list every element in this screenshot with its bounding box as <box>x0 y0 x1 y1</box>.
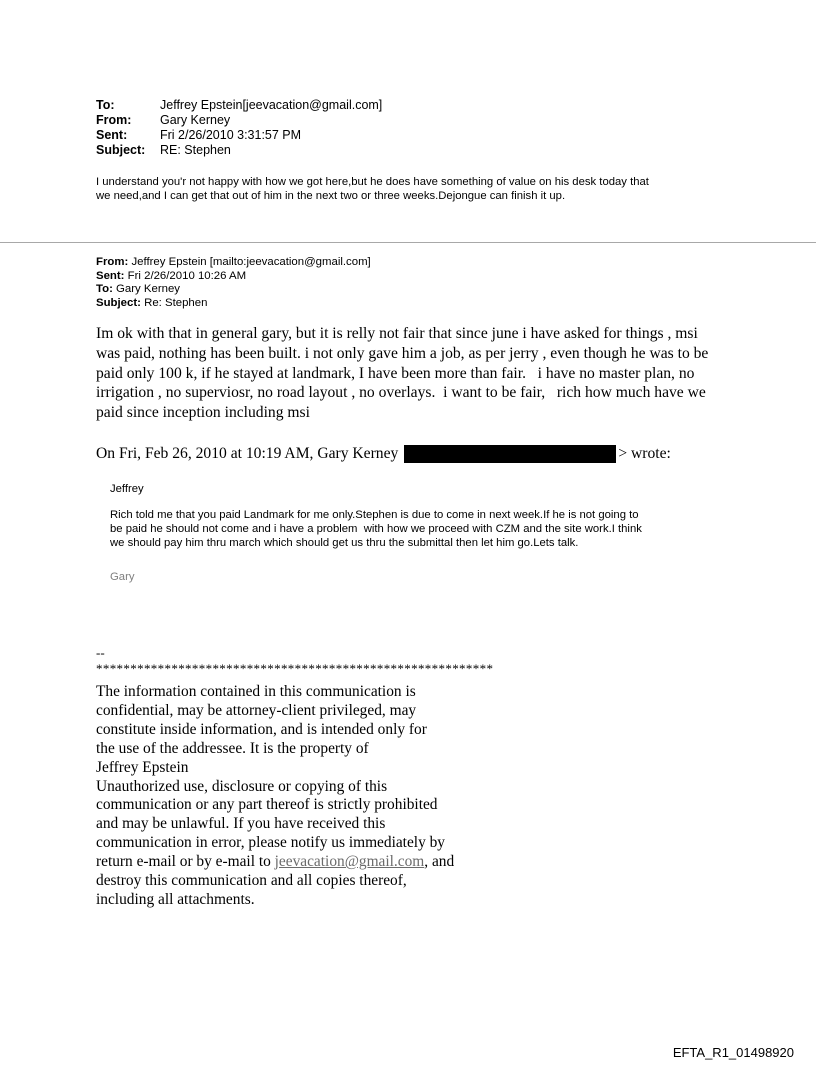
body-line: paid only 100 k, if he stayed at landmark, I have been more than fair. i have no master plan, no <box>96 364 695 382</box>
to-row <box>96 98 382 113</box>
body-line: irrigation , no superviosr, no road layout , no overlays. i want to be fair, rich how much have we <box>96 384 706 402</box>
sent-row <box>96 128 382 143</box>
message-divider <box>0 242 816 243</box>
subject-value: RE: Stephen <box>160 143 231 157</box>
quoted-message <box>110 482 730 584</box>
from-row <box>96 113 382 128</box>
signature-dashes: -- <box>96 645 105 660</box>
notice-line: communication or any part thereof is strictly prohibited <box>96 796 438 814</box>
forwarded-header <box>96 256 371 310</box>
quoted-line: we should pay him thru march which should get us thru the submittal then let him go.Lets talk. <box>110 537 579 549</box>
notice-line: Unauthorized use, disclosure or copying of this <box>96 777 388 795</box>
fwd-sent-label: Sent: <box>96 269 125 282</box>
notice-line: Jeffrey Epstein <box>96 758 189 776</box>
quoted-greeting: Jeffrey <box>110 483 144 495</box>
email-header <box>96 98 382 158</box>
reply-body <box>96 175 736 203</box>
fwd-from-label: From: <box>96 256 129 268</box>
notice-email-line <box>96 853 516 872</box>
notice-line: confidential, may be attorney-client privileged, may <box>96 701 417 719</box>
body-line: was paid, nothing has been built. i not only gave him a job, as per jerry , even though he was to be <box>96 344 709 362</box>
fwd-to-label: To: <box>96 283 113 295</box>
notice-line: communication in error, please notify us immediately by <box>96 834 446 852</box>
to-label: To: <box>96 98 115 112</box>
from-value: Gary Kerney <box>160 113 231 127</box>
sent-value: Fri 2/26/2010 3:31:57 PM <box>160 128 302 142</box>
fwd-subject-row <box>96 297 371 311</box>
body-line: Im ok with that in general gary, but it is relly not fair that since june i have asked for things , msi <box>96 325 698 342</box>
from-label: From: <box>96 113 132 127</box>
fwd-sent-value: Fri 2/26/2010 10:26 AM <box>127 269 247 282</box>
notice-line: including all attachments. <box>96 890 255 908</box>
reply-line: we need,and I can get that out of him in the next two or three weeks.Dejongue can finish it up. <box>96 190 566 202</box>
fwd-from-value: Jeffrey Epstein [mailto:jeevacation@gmail.com] <box>131 256 371 268</box>
notice-email-before: return e-mail or by e-mail to <box>96 853 275 871</box>
confidentiality-notice <box>96 683 516 910</box>
quoted-line: Rich told me that you paid Landmark for me only.Stephen is due to come in next week.If he is not going to <box>110 509 639 521</box>
redaction-box <box>404 445 616 463</box>
notice-email-after: , and <box>424 853 455 871</box>
notice-line: The information contained in this communication is <box>96 683 416 700</box>
reply-line: I understand you'r not happy with how we got here,but he does have something of value on his desk today that <box>96 176 649 188</box>
subject-label: Subject: <box>96 143 146 157</box>
fwd-sent-row <box>96 270 371 284</box>
notice-line: the use of the addressee. It is the property of <box>96 739 369 757</box>
quoted-line: be paid he should not come and i have a problem with how we proceed with CZM and the site work.I think <box>110 523 642 535</box>
fwd-to-row <box>96 283 371 297</box>
quote-intro <box>96 444 671 464</box>
subject-row <box>96 143 382 158</box>
fwd-from-row <box>96 256 371 270</box>
fwd-subject-value: Re: Stephen <box>144 296 208 309</box>
body-line: paid since inception including msi <box>96 404 310 422</box>
to-value: Jeffrey Epstein[jeevacation@gmail.com] <box>160 98 383 112</box>
document-id: EFTA_R1_01498920 <box>672 1045 794 1060</box>
fwd-to-value: Gary Kerney <box>116 283 180 295</box>
quote-intro-before: On Fri, Feb 26, 2010 at 10:19 AM, Gary Kerney <box>96 445 399 462</box>
sent-label: Sent: <box>96 128 128 142</box>
notice-line: destroy this communication and all copies thereof, <box>96 872 407 890</box>
notice-line: and may be unlawful. If you have received this <box>96 815 386 833</box>
quoted-signature: Gary <box>110 571 135 583</box>
notice-line: constitute inside information, and is intended only for <box>96 720 427 738</box>
forwarded-body <box>96 324 736 423</box>
signature-stars: ********************************************************** <box>96 661 494 676</box>
quote-intro-after: > wrote: <box>618 445 671 462</box>
fwd-subject-label: Subject: <box>96 296 141 309</box>
email-link[interactable]: jeevacation@gmail.com <box>274 853 425 871</box>
